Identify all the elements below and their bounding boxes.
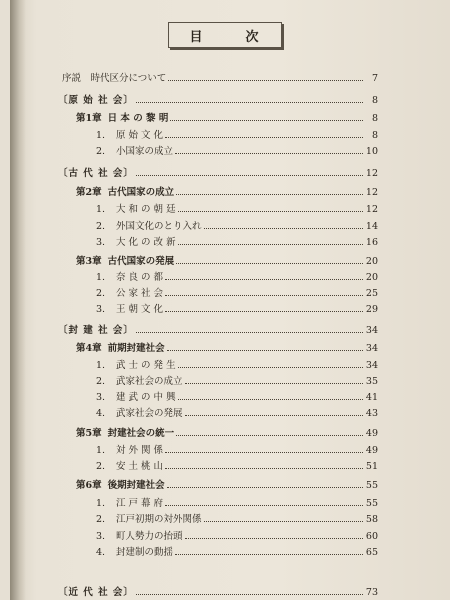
toc-item-number: 2.	[96, 376, 106, 387]
toc-chapter-number: 第5章	[76, 428, 102, 439]
toc-page-number: 34	[365, 343, 378, 354]
dot-leader	[204, 521, 363, 522]
toc-page-number: 25	[365, 288, 378, 299]
toc-item-row	[96, 531, 378, 543]
toc-item-row	[96, 146, 378, 158]
toc-item-label: 建 武 の 中 興	[116, 392, 176, 403]
dot-leader	[136, 102, 363, 103]
toc-chapter-label: 後期封建社会	[107, 480, 165, 491]
toc-page-number: 49	[365, 445, 378, 456]
dot-leader	[136, 175, 363, 176]
toc-item-row	[96, 514, 378, 526]
toc-title-char: 目	[189, 29, 205, 45]
dot-leader	[165, 311, 363, 312]
dot-leader	[185, 538, 363, 539]
dot-leader	[175, 153, 363, 154]
toc-item-number: 3.	[96, 531, 106, 542]
toc-item-number: 2.	[96, 221, 106, 232]
toc-chapter-row	[76, 113, 378, 125]
toc-page-number: 8	[371, 113, 378, 124]
toc-chapter-label: 前期封建社会	[107, 343, 165, 354]
toc-item-label: 江 戸 幕 府	[116, 498, 164, 509]
toc-item-row	[96, 461, 378, 473]
toc-page-number: 12	[365, 204, 378, 215]
toc-item-label: 公 家 社 会	[116, 288, 164, 299]
toc-chapter-number: 第2章	[76, 187, 102, 198]
toc-item-row	[96, 221, 378, 233]
dot-leader	[178, 367, 363, 368]
toc-item-label: 王 朝 文 化	[116, 304, 164, 315]
toc-chapter-row	[76, 343, 378, 355]
toc-item-row	[96, 272, 378, 284]
toc-item-row	[96, 445, 378, 457]
toc-page-number: 43	[365, 408, 378, 419]
toc-chapter-label: 日 本 の 黎 明	[107, 113, 169, 124]
dot-leader	[185, 415, 363, 416]
toc-page-number: 55	[365, 480, 378, 491]
toc-item-row	[96, 360, 378, 372]
toc-item-row	[96, 408, 378, 420]
toc-page-number: 34	[365, 325, 378, 336]
dot-leader	[176, 435, 363, 436]
dot-leader	[178, 244, 363, 245]
dot-leader	[204, 228, 363, 229]
toc-part-label: 〔封 建 社 会〕	[58, 325, 134, 336]
dot-leader	[136, 594, 363, 595]
toc-item-number: 1.	[96, 498, 106, 509]
dot-leader	[165, 137, 363, 138]
toc-part-label: 〔古 代 社 会〕	[58, 168, 134, 179]
toc-page-number: 58	[365, 514, 378, 525]
toc-chapter-number: 第6章	[76, 480, 102, 491]
toc-chapter-number: 第3章	[76, 256, 102, 267]
toc-item-number: 3.	[96, 237, 106, 248]
toc-page-number: 51	[365, 461, 378, 472]
toc-item-label: 奈 良 の 都	[116, 272, 164, 283]
toc-item-row	[96, 237, 378, 249]
toc-page-number: 73	[365, 587, 378, 598]
toc-item-row	[96, 547, 378, 559]
toc-item-label: 大 化 の 改 新	[116, 237, 176, 248]
dot-leader	[178, 399, 363, 400]
toc-part-row	[58, 587, 378, 599]
toc-page-number: 65	[365, 547, 378, 558]
toc-page-number: 35	[365, 376, 378, 387]
toc-item-row	[96, 498, 378, 510]
toc-item-label: 武家社会の成立	[116, 376, 183, 387]
dot-leader	[168, 80, 363, 81]
toc-page-number: 34	[365, 360, 378, 371]
dot-leader	[165, 468, 363, 469]
toc-page-number: 29	[365, 304, 378, 315]
toc-item-number: 1.	[96, 272, 106, 283]
toc-item-number: 2.	[96, 514, 106, 525]
toc-item-label: 原 始 文 化	[116, 130, 164, 141]
dot-leader	[185, 383, 363, 384]
toc-item-number: 4.	[96, 547, 106, 558]
toc-item-label: 町人勢力の抬頭	[116, 531, 183, 542]
toc-item-label: 江戸初期の対外関係	[116, 514, 202, 525]
toc-page-number: 16	[365, 237, 378, 248]
toc-item-row	[96, 204, 378, 216]
toc-intro-label: 序説 時代区分について	[62, 73, 167, 84]
toc-chapter-row	[76, 256, 378, 268]
dot-leader	[167, 350, 363, 351]
toc-item-row	[96, 392, 378, 404]
toc-intro-row	[62, 73, 378, 85]
toc-page-number: 8	[371, 130, 378, 141]
toc-item-label: 武家社会の発展	[116, 408, 183, 419]
toc-page-number: 12	[365, 187, 378, 198]
toc-item-label: 武 士 の 発 生	[116, 360, 176, 371]
toc-page-number: 55	[365, 498, 378, 509]
toc-item-number: 4.	[96, 408, 106, 419]
toc-part-row	[58, 95, 378, 107]
toc-page-number: 60	[365, 531, 378, 542]
toc-item-row	[96, 376, 378, 388]
toc-item-number: 2.	[96, 461, 106, 472]
toc-item-number: 2.	[96, 146, 106, 157]
dot-leader	[165, 279, 363, 280]
toc-item-label: 小国家の成立	[116, 146, 174, 157]
dot-leader	[176, 194, 363, 195]
toc-page-number: 10	[365, 146, 378, 157]
dot-leader	[165, 295, 363, 296]
toc-item-number: 2.	[96, 288, 106, 299]
dot-leader	[167, 487, 363, 488]
toc-chapter-row	[76, 480, 378, 492]
dot-leader	[178, 211, 363, 212]
toc-item-number: 1.	[96, 445, 106, 456]
dot-leader	[136, 332, 363, 333]
toc-item-number: 3.	[96, 304, 106, 315]
toc-item-label: 封建制の動揺	[116, 547, 174, 558]
toc-item-label: 大 和 の 朝 廷	[116, 204, 176, 215]
toc-title-char: 次	[245, 29, 261, 45]
toc-part-label: 〔原 始 社 会〕	[58, 95, 134, 106]
toc-page-number: 20	[365, 272, 378, 283]
toc-chapter-number: 第4章	[76, 343, 102, 354]
toc-chapter-number: 第1章	[76, 113, 102, 124]
dot-leader	[165, 505, 363, 506]
toc-page-number: 41	[365, 392, 378, 403]
dot-leader	[170, 120, 363, 121]
toc-page-number: 20	[365, 256, 378, 267]
toc-chapter-row	[76, 428, 378, 440]
toc-chapter-row	[76, 187, 378, 199]
dot-leader	[165, 452, 363, 453]
toc-item-number: 3.	[96, 392, 106, 403]
toc-item-label: 外国文化のとり入れ	[116, 221, 202, 232]
toc-page-number: 12	[365, 168, 378, 179]
dot-leader	[175, 554, 363, 555]
toc-chapter-label: 古代国家の成立	[107, 187, 175, 198]
toc-page-number: 14	[365, 221, 378, 232]
toc-chapter-label: 封建社会の統一	[107, 428, 175, 439]
toc-part-label: 〔近 代 社 会〕	[58, 587, 134, 598]
toc-item-label: 安 土 桃 山	[116, 461, 164, 472]
toc-item-label: 対 外 関 係	[116, 445, 164, 456]
dot-leader	[176, 263, 363, 264]
toc-item-row	[96, 304, 378, 316]
toc-item-row	[96, 130, 378, 142]
toc-chapter-label: 古代国家の発展	[107, 256, 175, 267]
toc-page-number: 49	[365, 428, 378, 439]
toc-page-number: 8	[371, 95, 378, 106]
toc-item-number: 1.	[96, 204, 106, 215]
toc-part-row	[58, 168, 378, 180]
toc-item-number: 1.	[96, 360, 106, 371]
toc-item-row	[96, 288, 378, 300]
toc-part-row	[58, 325, 378, 337]
toc-item-number: 1.	[96, 130, 106, 141]
toc-page-number: 7	[371, 73, 378, 84]
